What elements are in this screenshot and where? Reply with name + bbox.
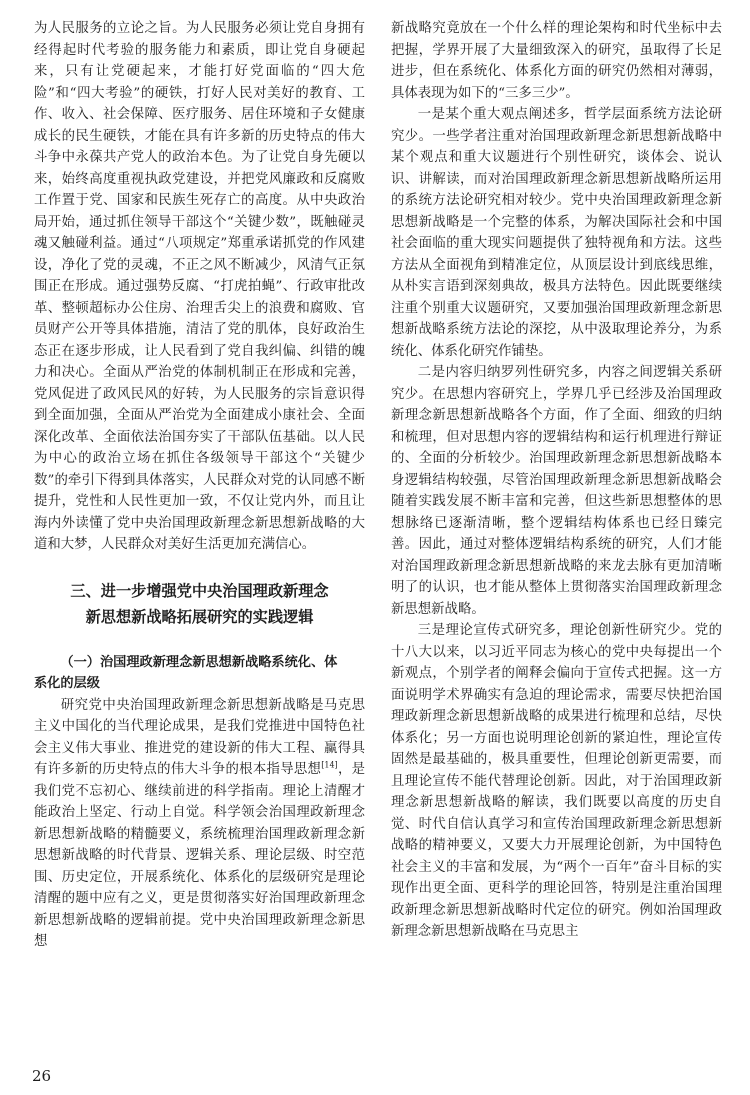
citation-ref[interactable]: [14]	[321, 760, 338, 770]
paragraph-text: ，是我们党不忘初心、继续前进的科学指南。理论上清醒才能政治上坚定、行动上自觉。科学领会治国理政新理念新思想新战略的精髓要义，系统梳理治国理政新理念新思想新战略的时代背景、逻辑关系、理论层级、时空范围、历史定位，开展系统化、体系化的层级研究是理论清醒的题中应有之义，更是贯彻落实好治国理政新理念新思想新战略的逻辑前提。党中央治国理政新理念新思想	[34, 762, 366, 949]
body-paragraph: 为人民服务的立论之旨。为人民服务必须让党自身拥有经得起时代考验的服务能力和素质，即让党自身硬起来，只有让党硬起来，才能打好党面临的“四大危险”和“四大考验”的硬铁，打好人民对美好的教育、工作、收入、社会保障、医疗服务、居住环境和子女健康成长的民生硬铁，才能在具有许多新的历史特点的伟大斗争中永葆共产党人的政治本色。为了让党自身先硬以来，始终高度重视执政党建设，并把党风廉政和反腐败工作置于党、国家和民族生死存亡的高度。从中央政治局开始，通过抓住领导干部这个“关键少数”，既触碰灵魂又触碰利益。通过“八项规定”郑重承诺抓党的作风建设，净化了党的灵魂，不正之风不断减少，风清气正氛围正在形成。通过强势反腐、“打虎拍蝇”、行政审批改革、整顿超标办公住房、治理舌尖上的浪费和腐败、官员财产公开等具体措施，清洁了党的肌体，良好政治生态正在逐步形成，让人民看到了党自我纠偏、纠错的魄力和决心。全面从严治党的体制机制正在形成和完善，党风促进了政风民风的好转，为人民服务的宗旨意识得到全面加强，全面从严治党为全面建成小康社会、全面深化改革、全面依法治国夯实了干部队伍基础。以人民为中心的政治立场在抓住各级领导干部这个“关键少数”的牵引下得到具体落实，人民群众对党的认同感不断提升，党性和人民性更加一致，不仅让党内外，而且让海内外读懂了党中央治国理政新理念新思想新战略的大道和大梦，人民群众对美好生活更加充满信心。	[34, 21, 365, 552]
right-column	[391, 18, 722, 943]
paragraph-text: 研究党中央治国理政新理念新思想新战略是马克思主义中国化的当代理论成果，是我们党推进中国特色社会主义伟大事业、推进党的建设新的伟大工程、赢得具有许多新的历史特点的伟大斗争的根本指导思想	[34, 697, 365, 777]
subsection-heading-line: （一）治国理政新理念新思想新战略系统化、体	[60, 654, 338, 670]
section-heading-line: 三、进一步增强党中央治国理政新理念	[70, 581, 329, 600]
body-paragraph: 二是内容归纳罗列性研究多，内容之间逻辑关系研究少。在思想内容研究上，学界几乎已经涉及治国理政新理念新思想新战略各个方面，作了全面、细致的归纳和梳理，但对思想内容的逻辑结构和运行机理进行辩证的、全面的分析较少。治国理政新理念新思想新战略本身逻辑结构较强，尽管治国理政新理念新思想新战略会随着实践发展不断丰富和完善，但这些新思想整体的思想脉络已逐渐清晰，整个逻辑结构体系也已经日臻完善。因此，通过对整体逻辑结构系统的研究，人们才能对治国理政新理念新思想新战略的来龙去脉有更加清晰明了的认识，也才能从整体上贯彻落实治国理政新理念新思想新战略。	[391, 365, 722, 617]
body-paragraph	[34, 695, 365, 953]
body-paragraph: 一是某个重大观点阐述多，哲学层面系统方法论研究少。一些学者注重对治国理政新理念新思想新战略中某个观点和重大议题进行个别性研究，谈体会、说认识、讲解读，而对治国理政新理念新思想新战略所运用的系统方法论研究相对较少。党中央治国理政新理念新思想新战略是一个完整的体系，为解决国际社会和中国社会面临的重大现实问题提供了独特视角和方法。这些方法从全面视角到精准定位，从顶层设计到底线思维，从朴实言语到深刻典故，极具方法特色。因此既要继续注重个别重大议题研究，又要加强治国理政新理念新思想新战略系统方法论的深挖，从中汲取理论养分，为系统化、体系化研究作铺垫。	[391, 107, 722, 359]
subsection-heading-line: 系化的层级	[34, 676, 100, 691]
section-heading	[34, 578, 365, 630]
subsection-heading	[34, 652, 365, 695]
body-paragraph: 新战略究竟放在一个什么样的理论架构和时代坐标中去把握，学界开展了大量细致深入的研究，虽取得了长足进步，但在系统化、体系化方面的研究仍然相对薄弱，具体表现为如下的“三多三少”。	[391, 21, 722, 101]
left-column	[34, 18, 365, 953]
page-number: 26	[32, 1067, 52, 1085]
section-heading-line: 新思想新战略拓展研究的实践逻辑	[85, 607, 314, 626]
body-paragraph: 三是理论宣传式研究多，理论创新性研究少。党的十八大以来，以习近平同志为核心的党中央每提出一个新观点，个别学者的阐释会偏向于宣传式把握。这一方面说明学术界确实有急迫的理论需求，需要尽快把治国理政新理念新思想新战略的成果进行梳理和总结，尽快体系化；另一方面也说明理论创新的紧迫性，理论宣传固然是最基础的，极具重要性，但理论创新更需要，而且理论宣传不能代替理论创新。因此，对于治国理政新理念新思想新战略的解读，我们既要以高度的历史自觉、时代自信认真学习和宣传治国理政新理念新思想新战略的精神要义，又要大力开展理论创新，为中国特色社会主义的丰富和发展，为“两个一百年”奋斗目标的实现作出更全面、更科学的理论回答，特别是注重治国理政新理念新思想新战略时代定位的研究。例如治国理政新理念新思想新战略在马克思主	[391, 623, 722, 939]
